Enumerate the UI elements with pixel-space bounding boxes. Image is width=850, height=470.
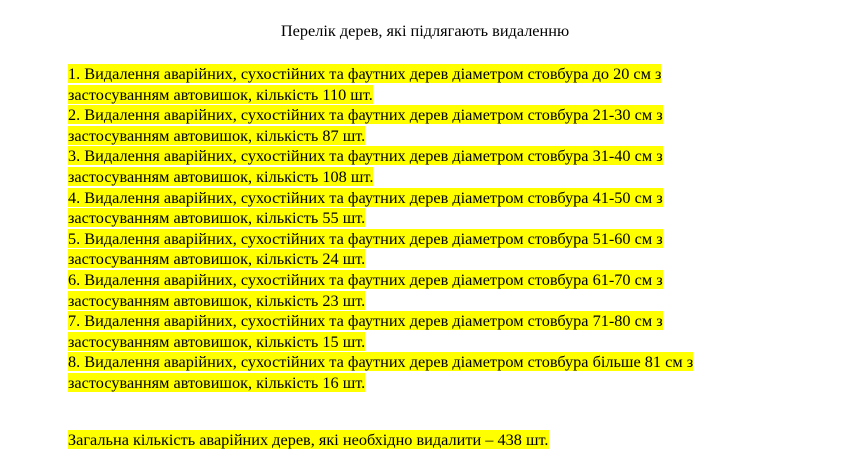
list-item-line: 7. Видалення аварійних, сухостійних та фаутних дерев діаметром стовбура 71-80 см з bbox=[68, 311, 663, 331]
list-item-line: 6. Видалення аварійних, сухостійних та фаутних дерев діаметром стовбура 61-70 см з bbox=[68, 269, 663, 289]
total-count-text: Загальна кількість аварійних дерев, які необхідно видалити – 438 шт. bbox=[68, 430, 549, 449]
list-item-line: застосуванням автовишок, кількість 23 шт. bbox=[68, 290, 366, 310]
list-item-line: 3. Видалення аварійних, сухостійних та фаутних дерев діаметром стовбура 31-40 см з bbox=[68, 146, 663, 166]
list-item-line: 4. Видалення аварійних, сухостійних та фаутних дерев діаметром стовбура 41-50 см з bbox=[68, 187, 663, 207]
list-item bbox=[68, 188, 788, 229]
list-item-line: 1. Видалення аварійних, сухостійних та фаутних дерев діаметром стовбура до 20 см з bbox=[68, 64, 662, 83]
list-item bbox=[68, 105, 788, 146]
list-item bbox=[68, 311, 788, 352]
list-item-line: застосуванням автовишок, кількість 110 шт. bbox=[68, 84, 373, 104]
list-item-line: 8. Видалення аварійних, сухостійних та фаутних дерев діаметром стовбура більше 81 см з bbox=[68, 352, 694, 372]
list-item-line: застосуванням автовишок, кількість 15 шт. bbox=[68, 331, 366, 351]
total-count-paragraph bbox=[68, 429, 549, 450]
list-item-line: застосуванням автовишок, кількість 16 шт. bbox=[68, 372, 366, 392]
list-item-line: 5. Видалення аварійних, сухостійних та фаутних дерев діаметром стовбура 51-60 см з bbox=[68, 228, 663, 248]
list-item-line: застосуванням автовишок, кількість 55 шт. bbox=[68, 208, 366, 228]
list-item bbox=[68, 146, 788, 187]
list-item bbox=[68, 64, 788, 105]
list-item-line: застосуванням автовишок, кількість 108 шт. bbox=[68, 166, 374, 186]
list-item-line: застосуванням автовишок, кількість 24 шт. bbox=[68, 249, 366, 269]
document-title: Перелік дерев, які підлягають видаленню bbox=[280, 21, 570, 40]
tree-removal-list bbox=[68, 64, 788, 394]
list-item bbox=[68, 352, 788, 393]
list-item bbox=[68, 229, 788, 270]
list-item bbox=[68, 270, 788, 311]
list-item-line: застосуванням автовишок, кількість 87 шт. bbox=[68, 125, 366, 145]
list-item-line: 2. Видалення аварійних, сухостійних та фаутних дерев діаметром стовбура 21-30 см з bbox=[68, 105, 663, 125]
